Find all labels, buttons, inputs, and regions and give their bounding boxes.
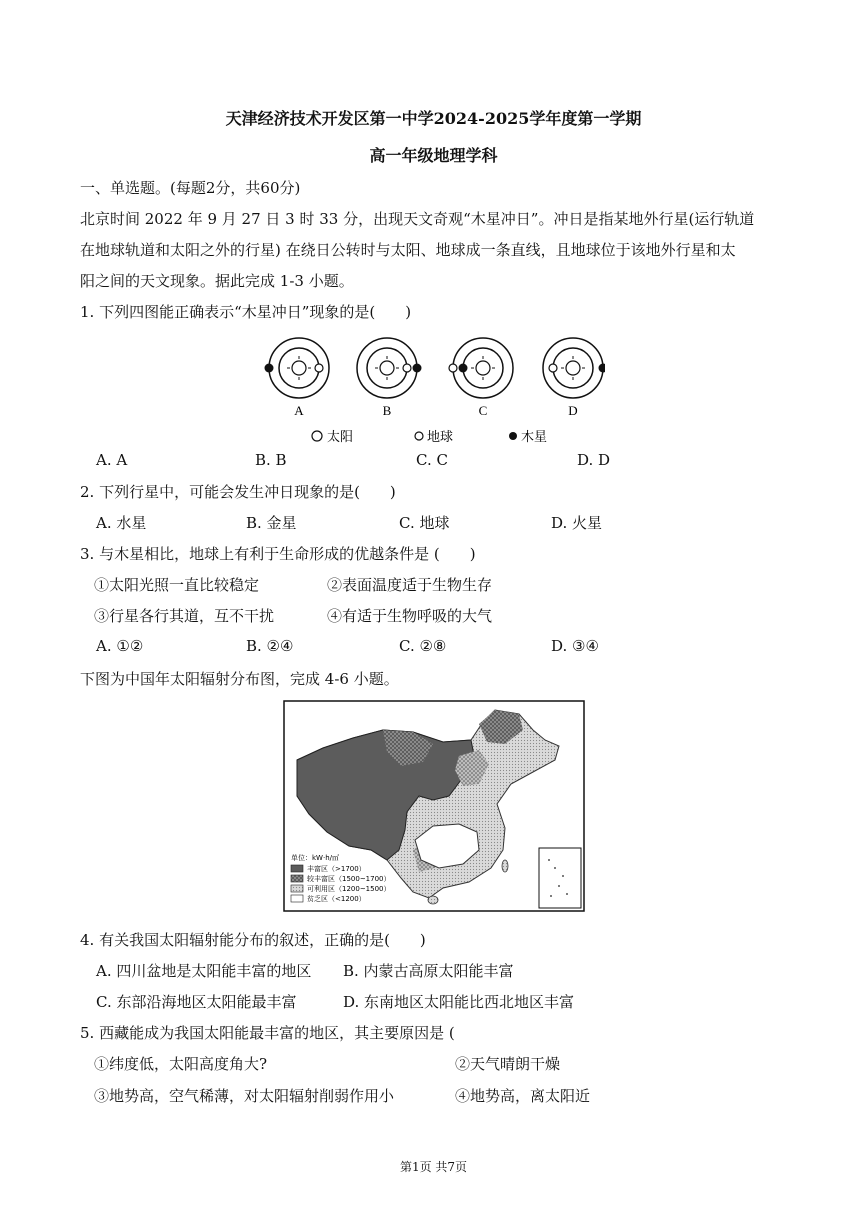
jupiter-icon <box>459 364 468 373</box>
legend-jupiter-icon <box>509 432 517 440</box>
sun-icon <box>292 361 306 375</box>
page-footer: 第1页 共7页 <box>399 1160 468 1174</box>
orbit-diagram-b <box>357 338 422 398</box>
intro-line-3: 阳之间的天文现象。据此完成 1-3 小题。 <box>80 272 354 290</box>
orbit-diagrams <box>255 328 605 450</box>
q3-item-3: ③行星各行其道，互不干扰 <box>94 607 275 625</box>
map-legend-2: 较丰富区（1500~1700） <box>307 875 391 883</box>
exam-title: 天津经济技术开发区第一中学2024-2025学年度第一学期 <box>225 109 642 128</box>
q2-option-d: D. 火星 <box>551 514 603 532</box>
diagram-label-c: C <box>478 403 488 418</box>
legend-earth-icon <box>415 432 423 440</box>
intro-line-2: 在地球轨道和太阳之外的行星) 在绕日公转时与太阳、地球成一条直线，且地球位于该地外行星和太 <box>80 241 736 259</box>
q3-option-a: A. ①② <box>96 637 144 655</box>
q2-stem: 2. 下列行星中，可能会发生冲日现象的是( ) <box>80 483 396 501</box>
china-solar-radiation-map <box>283 700 585 912</box>
q1-stem: 1. 下列四图能正确表示“木星冲日”现象的是( ) <box>80 303 412 321</box>
earth-icon <box>549 364 557 372</box>
q3-option-b: B. ②④ <box>246 637 294 655</box>
q4-stem: 4. 有关我国太阳辐射能分布的叙述，正确的是( ) <box>80 931 426 949</box>
q2-option-c: C. 地球 <box>399 514 450 532</box>
legend-sun-icon <box>312 431 322 441</box>
orbit-diagram-d <box>543 338 605 398</box>
q3-item-1: ①太阳光照一直比较稳定 <box>94 576 260 594</box>
q3-option-c: C. ②⑧ <box>399 637 447 655</box>
jupiter-icon <box>265 364 274 373</box>
legend-earth-label: 地球 <box>427 430 454 445</box>
legend-sun-label: 太阳 <box>327 430 354 445</box>
section-heading: 一、单选题。(每题2分，共60分) <box>80 179 301 197</box>
earth-icon <box>403 364 411 372</box>
diagram-label-b: B <box>382 403 392 418</box>
legend-jupiter-label: 木星 <box>521 430 548 445</box>
q3-option-d: D. ③④ <box>551 637 599 655</box>
q5-item-2: ②天气晴朗干燥 <box>455 1055 561 1073</box>
diagram-label-d: D <box>568 403 578 418</box>
q1-option-b: B. B <box>255 451 287 469</box>
jupiter-icon <box>413 364 422 373</box>
q3-item-2: ②表面温度适于生物生存 <box>327 576 493 594</box>
jupiter-icon <box>599 364 606 373</box>
orbit-diagram-a <box>265 338 330 398</box>
q1-option-d: D. D <box>577 451 611 469</box>
exam-subtitle: 高一年级地理学科 <box>369 146 498 165</box>
q4-option-c: C. 东部沿海地区太阳能最丰富 <box>96 993 297 1011</box>
map-legend-1: 丰富区（>1700） <box>307 865 366 873</box>
q4-option-a: A. 四川盆地是太阳能丰富的地区 <box>96 962 312 980</box>
sun-icon <box>380 361 394 375</box>
q4-option-d: D. 东南地区太阳能比西北地区丰富 <box>343 993 575 1011</box>
q4-option-b: B. 内蒙古高原太阳能丰富 <box>343 962 514 980</box>
orbit-diagram-c <box>449 338 513 398</box>
map-legend-3: 可利用区（1200~1500） <box>307 885 391 893</box>
q5-item-1: ①纬度低，太阳高度角大? <box>94 1055 268 1073</box>
q3-stem: 3. 与木星相比，地球上有利于生命形成的优越条件是 ( ) <box>80 545 476 563</box>
q1-option-a: A. A <box>96 451 128 469</box>
q2-option-b: B. 金星 <box>246 514 297 532</box>
q5-stem: 5. 西藏能成为我国太阳能最丰富的地区，其主要原因是 ( <box>80 1024 455 1042</box>
sun-icon <box>566 361 580 375</box>
q2-option-a: A. 水星 <box>96 514 147 532</box>
diagram-label-a: A <box>294 403 304 418</box>
q1-option-c: C. C <box>416 451 448 469</box>
map-legend-4: 贫乏区（<1200） <box>307 895 366 903</box>
south-china-sea-inset <box>539 848 581 908</box>
sun-icon <box>476 361 490 375</box>
earth-icon <box>315 364 323 372</box>
q3-item-4: ④有适于生物呼吸的大气 <box>327 607 493 625</box>
earth-icon <box>449 364 457 372</box>
intro-line-1: 北京时间 2022 年 9 月 27 日 3 时 33 分，出现天文奇观“木星冲日”。冲日是指某地外行星(运行轨道 <box>80 210 755 228</box>
intro-2: 下图为中国年太阳辐射分布图，完成 4-6 小题。 <box>80 670 399 688</box>
q5-item-4: ④地势高，离太阳近 <box>455 1087 591 1105</box>
map-unit: 单位：kW·h/㎡ <box>291 854 339 862</box>
q5-item-3: ③地势高，空气稀薄，对太阳辐射削弱作用小 <box>94 1087 395 1105</box>
